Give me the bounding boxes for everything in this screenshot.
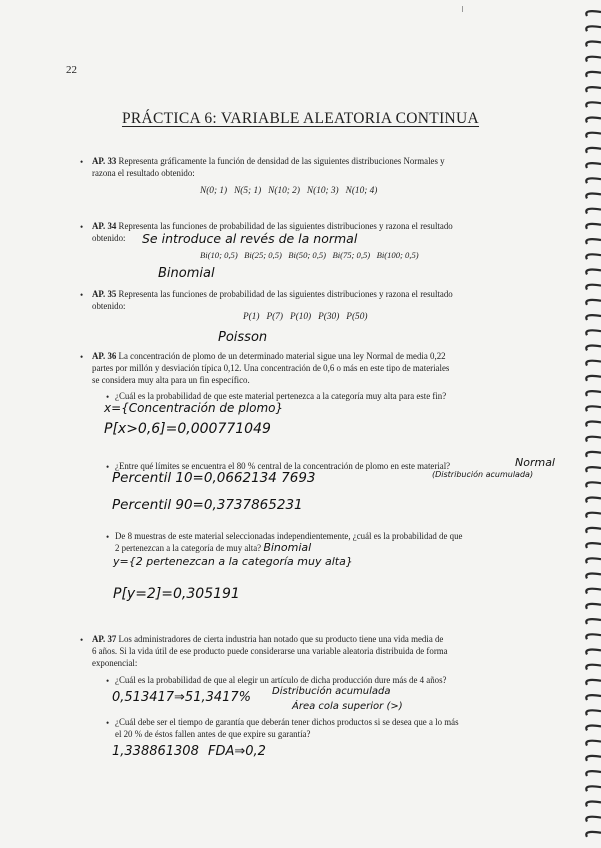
spiral-loop xyxy=(586,209,601,214)
bullet: • xyxy=(80,157,84,167)
ap37-q1-handwritten-3: Área cola superior (>) xyxy=(292,701,403,712)
spiral-loop xyxy=(586,589,601,594)
page-number: 22 xyxy=(66,64,77,76)
spiral-loop xyxy=(586,254,601,259)
ap37-q1-handwritten-1: 0,513417⇒51,3417% xyxy=(112,690,252,705)
spiral-loop xyxy=(586,574,601,579)
spiral-loop xyxy=(586,42,601,47)
ap34-formula: Bi(10; 0,5) Bi(25; 0,5) Bi(50; 0,5) Bi(75; 0,5) Bi(100; 0,5) xyxy=(200,250,419,260)
ap35-handwritten-answer: Poisson xyxy=(218,330,268,345)
spiral-loop xyxy=(586,619,601,624)
bullet: • xyxy=(80,352,84,362)
spiral-loop xyxy=(586,604,601,609)
scan-mark xyxy=(462,6,463,12)
spiral-loop xyxy=(586,87,601,92)
ap37-q2-handwritten-2: FDA⇒0,2 xyxy=(208,744,266,759)
ap36-q2: ¿Entre qué límites se encuentra el 80 % central de la concentración de plomo en este material? xyxy=(115,461,451,471)
ap36-q2-handwritten-normal: Normal xyxy=(515,456,555,469)
bullet: • xyxy=(106,676,110,686)
spiral-loop xyxy=(586,118,601,123)
spiral-loop xyxy=(586,300,601,305)
ap33-formula: N(0; 1) N(5; 1) N(10; 2) N(10; 3) N(10; 4) xyxy=(200,186,378,196)
ap37-q2-line2: el 20 % de éstos fallen antes de que expire su garantía? xyxy=(115,729,311,739)
spiral-loop xyxy=(586,11,601,16)
bullet: • xyxy=(106,718,110,728)
ap36-line2: partes por millón y desviación típica 0,12. Una concentración de 0,6 o más en este tipo de materiales xyxy=(92,363,450,373)
ap33-line2: razona el resultado obtenido: xyxy=(92,168,195,178)
ap36-q3 xyxy=(115,530,535,554)
ap37-line1: Los administradores de cierta industria han notado que su producto tiene una vida media de xyxy=(118,634,444,644)
bullet: • xyxy=(106,392,110,402)
spiral-loop xyxy=(586,786,601,791)
spiral-loop xyxy=(586,498,601,503)
ap36-q1-handwritten-1: x={Concentración de plomo} xyxy=(104,401,284,415)
ap37-label: AP. 37 xyxy=(92,634,117,644)
spiral-loop xyxy=(586,57,601,62)
spiral-loop xyxy=(586,467,601,472)
ap35-line1: Representa las funciones de probabilidad de las siguientes distribuciones y razona el resultado xyxy=(118,289,453,299)
spiral-loop xyxy=(586,802,601,807)
ap35-line2: obtenido: xyxy=(92,301,126,311)
ap35-text xyxy=(92,288,532,312)
ap37-q2 xyxy=(115,716,535,740)
spiral-loop xyxy=(586,270,601,275)
spiral-loop xyxy=(586,148,601,153)
spiral-loop xyxy=(586,756,601,761)
spiral-loop xyxy=(586,72,601,77)
spiral-loop xyxy=(586,695,601,700)
spiral-loop xyxy=(586,817,601,822)
spiral-loop xyxy=(586,163,601,168)
spiral-loop xyxy=(586,437,601,442)
spiral-loop xyxy=(586,513,601,518)
bullet: • xyxy=(106,532,110,542)
ap36-q3-handwritten-binomial: Binomial xyxy=(263,541,312,554)
spiral-loop xyxy=(586,665,601,670)
spiral-loop xyxy=(586,26,601,31)
spiral-binding xyxy=(575,0,601,848)
spiral-loop xyxy=(586,178,601,183)
spiral-loop xyxy=(586,285,601,290)
ap37-q2-line1: ¿Cuál debe ser el tiempo de garantía que deberán tener dichos productos si se desea que a lo más xyxy=(115,717,459,727)
ap36-q2-handwritten-1: Percentil 10=0,0662134 7693 xyxy=(112,470,316,486)
ap36-text xyxy=(92,350,532,386)
spiral-loop xyxy=(586,133,601,138)
spiral-loop xyxy=(586,224,601,229)
ap34-handwritten-note: Se introduce al revés de la normal xyxy=(142,231,358,246)
ap36-q3-line1: De 8 muestras de este material seleccionadas independientemente, ¿cuál es la probabilidad de que xyxy=(115,531,463,541)
spiral-loop xyxy=(586,741,601,746)
ap37-line3: exponencial: xyxy=(92,658,138,668)
ap37-q2-handwritten-1: 1,338861308 xyxy=(112,744,199,759)
ap36-q1: ¿Cuál es la probabilidad de que este material pertenezca a la categoría muy alta para este fin? xyxy=(115,391,447,401)
spiral-loop xyxy=(586,422,601,427)
ap33-text xyxy=(92,155,532,179)
ap34-handwritten-answer: Binomial xyxy=(158,266,215,281)
bullet: • xyxy=(106,462,110,472)
spiral-loop xyxy=(586,482,601,487)
ap33-line1: Representa gráficamente la función de densidad de las siguientes distribuciones Normales y xyxy=(118,156,445,166)
ap36-q3-handwritten-2: P[y=2]=0,305191 xyxy=(113,586,240,602)
spiral-loop xyxy=(586,710,601,715)
ap37-q1-handwritten-2: Distribución acumulada xyxy=(272,686,391,697)
spiral-loop xyxy=(586,361,601,366)
ap37-text xyxy=(92,633,532,669)
ap36-q2-handwritten-dist: (Distribución acumulada) xyxy=(432,470,534,479)
ap37-line2: 6 años. Si la vida útil de ese producto puede considerarse una variable aleatoria distribuida de forma xyxy=(92,646,448,656)
ap34-line1: Representa las funciones de probabilidad de las siguientes distribuciones y razona el resultado xyxy=(118,221,453,231)
spiral-loop xyxy=(586,239,601,244)
spiral-loop xyxy=(586,726,601,731)
bullet: • xyxy=(80,290,84,300)
ap34-line2: obtenido: xyxy=(92,233,126,243)
bullet: • xyxy=(80,222,84,232)
spiral-loop xyxy=(586,346,601,351)
spiral-loop xyxy=(586,634,601,639)
spiral-loop xyxy=(586,391,601,396)
ap36-line3: se considera muy alta para un fin específico. xyxy=(92,375,250,385)
spiral-loop xyxy=(586,771,601,776)
ap36-q2-handwritten-2: Percentil 90=0,3737865231 xyxy=(112,497,303,513)
page-title: PRÁCTICA 6: VARIABLE ALEATORIA CONTINUA xyxy=(121,110,480,127)
ap35-formula: P(1) P(7) P(10) P(30) P(50) xyxy=(243,312,368,322)
ap34-label: AP. 34 xyxy=(92,221,117,231)
spiral-loop xyxy=(586,680,601,685)
spiral-loop xyxy=(586,376,601,381)
spiral-loop xyxy=(586,528,601,533)
ap35-label: AP. 35 xyxy=(92,289,117,299)
spiral-loop xyxy=(586,194,601,199)
ap36-q3-handwritten-1: y={2 pertenezcan a la categoría muy alta} xyxy=(113,555,353,568)
spiral-loop xyxy=(586,452,601,457)
ap36-q3-line2: 2 pertenezcan a la categoría de muy alta? xyxy=(115,543,262,553)
spiral-loop xyxy=(586,406,601,411)
ap37-q1: ¿Cuál es la probabilidad de que al elegir un artículo de dicha producción dure más de 4 años? xyxy=(115,675,447,685)
spiral-loop xyxy=(586,315,601,320)
spiral-loop xyxy=(586,543,601,548)
ap36-line1: La concentración de plomo de un determinado material sigue una ley Normal de media 0,22 xyxy=(118,351,446,361)
spiral-loop xyxy=(586,558,601,563)
ap33-label: AP. 33 xyxy=(92,156,117,166)
spiral-loop xyxy=(586,650,601,655)
ap36-q1-handwritten-2: P[x>0,6]=0,000771049 xyxy=(104,421,271,437)
ap36-label: AP. 36 xyxy=(92,351,117,361)
spiral-loop xyxy=(586,330,601,335)
spiral-loop xyxy=(586,102,601,107)
bullet: • xyxy=(80,635,84,645)
spiral-loop xyxy=(586,832,601,837)
